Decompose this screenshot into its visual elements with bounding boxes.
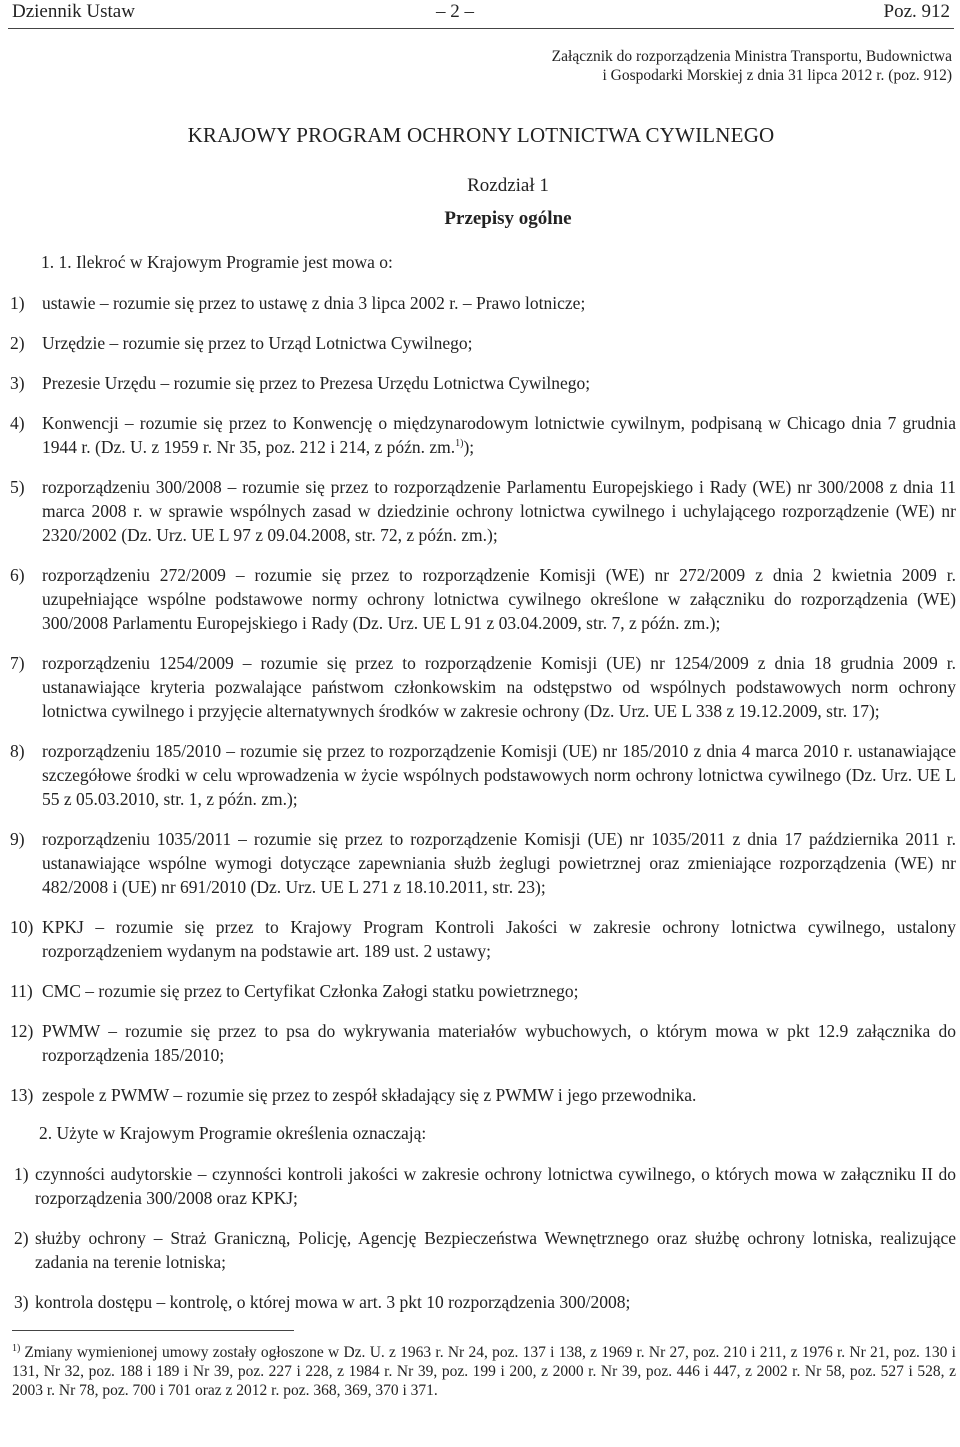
item-text: kontrola dostępu – kontrolę, o której mowa w art. 3 pkt 10 rozporządzenia 300/2008; (35, 1292, 631, 1312)
list-item (6, 331, 956, 355)
item-text: PWMW – rozumie się przez to psa do wykrywania materiałów wybuchowych, o którym mowa w pkt 12.9 załącznika do rozporządzenia 185/2010; (42, 1021, 956, 1065)
list-item (6, 1019, 956, 1067)
footnote-text: Zmiany wymienionej umowy zostały ogłoszone w Dz. U. z 1963 r. Nr 24, poz. 137 i 138, z 1969 r. Nr 27, poz. 210 i 211, z 1976 r. Nr 21, poz. 130 i 131, Nr 32, poz. 188 i 189 i Nr 39, poz. 227 i 228, z 1984 r. Nr 39, poz. 199 i 200, z 2000 r. Nr 39, poz. 446 i 447, z 2002 r. Nr 58, poz. 527 i 528, z 2003 r. Nr 78, poz. 700 i 701 oraz z 2012 r. poz. 368, 369, 370 i 371. (12, 1344, 956, 1400)
item-text: czynności audytorskie – czynności kontroli jakości w zakresie ochrony lotnictwa cywilnego, o których mowa w załączniku II do rozporządzenia 300/2008 oraz KPKJ; (35, 1164, 956, 1208)
definitions-list-2 (6, 1162, 956, 1314)
item-number: 3) (10, 373, 25, 393)
list-item (6, 1226, 956, 1274)
item-number: 10) (10, 917, 34, 937)
item-number: 11) (10, 981, 33, 1001)
item-text: rozporządzeniu 1035/2011 – rozumie się przez to rozporządzenie Komisji (UE) nr 1035/2011 z dnia 17 października 2011 r. ustanawiające wspólne wymogi dotyczące zapewniania służb żeglugi powietrznej oraz zmieniające rozporządzenia (WE) nr 482/2008 i (UE) nr 691/2010 (Dz. Urz. UE L 271 z 18.10.2011, str. 23); (42, 829, 956, 897)
list-item (6, 563, 956, 635)
annex-note (6, 47, 952, 85)
list-item (6, 475, 956, 547)
running-header (6, 0, 956, 28)
list-item (6, 411, 956, 459)
item-number: 13) (10, 1085, 34, 1105)
list-item (6, 739, 956, 811)
item-number: 7) (10, 653, 25, 673)
item-number: 5) (10, 477, 25, 497)
list-item (6, 1162, 956, 1210)
list-item (6, 1290, 956, 1314)
item-number: 9) (10, 829, 25, 849)
footnote-rule (12, 1330, 294, 1331)
item-text: zespole z PWMW – rozumie się przez to zespół składający się z PWMW i jego przewodnika. (42, 1085, 697, 1105)
list-item (6, 651, 956, 723)
position-number: Poz. 912 (883, 1, 950, 22)
list-item (6, 915, 956, 963)
footnote-marker: 1) (12, 1343, 21, 1354)
section-1-intro: 1. 1. Ilekroć w Krajowym Programie jest mowa o: (41, 252, 393, 272)
item-text: ustawie – rozumie się przez to ustawę z dnia 3 lipca 2002 r. – Prawo lotnicze; (42, 293, 586, 313)
item-text: Urzędzie – rozumie się przez to Urząd Lotnictwa Cywilnego; (42, 333, 473, 353)
item-text: KPKJ – rozumie się przez to Krajowy Program Kontroli Jakości w zakresie ochrony lotnictwa cywilnego, ustalony rozporządzeniem wydanym na podstawie art. 189 ust. 2 ustawy; (42, 917, 956, 961)
item-text: służby ochrony – Straż Graniczną, Policję, Agencję Bezpieczeństwa Wewnętrznego oraz służbę ochrony lotniska, realizujące zadania na terenie lotniska; (35, 1228, 956, 1272)
header-rule (8, 28, 954, 29)
item-text: CMC – rozumie się przez to Certyfikat Członka Załogi statku powietrznego; (42, 981, 579, 1001)
item-number: 1) (14, 1164, 29, 1184)
item-text: Prezesie Urzędu – rozumie się przez to Prezesa Urzędu Lotnictwa Cywilnego; (42, 373, 591, 393)
item-number: 3) (14, 1292, 29, 1312)
item-number: 12) (10, 1021, 34, 1041)
chapter-label: Rozdział 1 (467, 175, 549, 196)
definitions-list-1 (6, 291, 956, 1107)
item-number: 6) (10, 565, 25, 585)
list-item (6, 979, 956, 1003)
footnote-reference: 1) (455, 438, 464, 450)
list-item (6, 291, 956, 315)
page-number: – 2 – (436, 1, 474, 22)
annex-line-1: Załącznik do rozporządzenia Ministra Transportu, Budownictwa (551, 48, 952, 65)
item-text: rozporządzeniu 272/2009 – rozumie się przez to rozporządzenie Komisji (WE) nr 272/2009 z dnia 2 kwietnia 2009 r. uzupełniające wspólne podstawowe normy ochrony lotnictwa cywilnego określone w załączniku do rozporządzenia (WE) 300/2008 Parlamentu Europejskiego i Rady (Dz. Urz. UE L 91 z 03.04.2009, str. 7, z późn. zm.); (42, 565, 956, 633)
section-2-intro: 2. Użyte w Krajowym Programie określenia oznaczają: (39, 1123, 427, 1143)
footnote (6, 1339, 956, 1400)
item-number: 1) (10, 293, 25, 313)
item-text: rozporządzeniu 300/2008 – rozumie się przez to rozporządzenie Parlamentu Europejskiego i Rady (WE) nr 300/2008 z dnia 11 marca 2008 r. w sprawie wspólnych zasad w dziedzinie ochrony lotnictwa cywilnego i uchylającego rozporządzenie (WE) nr 2320/2002 (Dz. Urz. UE L 97 z 09.04.2008, str. 72, z późn. zm.); (42, 477, 956, 545)
item-text: rozporządzeniu 1254/2009 – rozumie się przez to rozporządzenie Komisji (UE) nr 1254/2009 z dnia 18 grudnia 2009 r. ustanawiające kryteria pozwalające państwom członkowskim na odstępstwo od wspólnych podstawowych norm ochrony lotnictwa cywilnego i przyjęcie alternatywnych środków w zakresie ochrony (Dz. Urz. UE L 338 z 19.12.2009, str. 17); (42, 653, 956, 721)
list-item (6, 371, 956, 395)
item-text: Konwencji – rozumie się przez to Konwencję o międzynarodowym lotnictwie cywilnym, podpisaną w Chicago dnia 7 grudnia 1944 r. (Dz. U. z 1959 r. Nr 35, poz. 212 i 214, z późn. zm. (42, 413, 956, 457)
item-text: rozporządzeniu 185/2010 – rozumie się przez to rozporządzenie Komisji (UE) nr 185/2010 z dnia 4 marca 2010 r. ustanawiające szczegółowe środki w celu wprowadzenia w życie wspólnych podstawowych norm ochrony lotnictwa cywilnego (Dz. Urz. UE L 55 z 05.03.2010, str. 1, z późn. zm.); (42, 741, 956, 809)
item-text-tail: ); (463, 437, 475, 457)
annex-line-2: i Gospodarki Morskiej z dnia 31 lipca 2012 r. (poz. 912) (602, 67, 952, 84)
item-number: 2) (10, 333, 25, 353)
item-number: 2) (14, 1228, 29, 1248)
item-number: 4) (10, 413, 25, 433)
list-item (6, 1083, 956, 1107)
journal-name: Dziennik Ustaw (12, 1, 135, 22)
item-number: 8) (10, 741, 25, 761)
document-title: KRAJOWY PROGRAM OCHRONY LOTNICTWA CYWILNEGO (187, 123, 775, 147)
list-item (6, 827, 956, 899)
chapter-name: Przepisy ogólne (444, 208, 572, 229)
